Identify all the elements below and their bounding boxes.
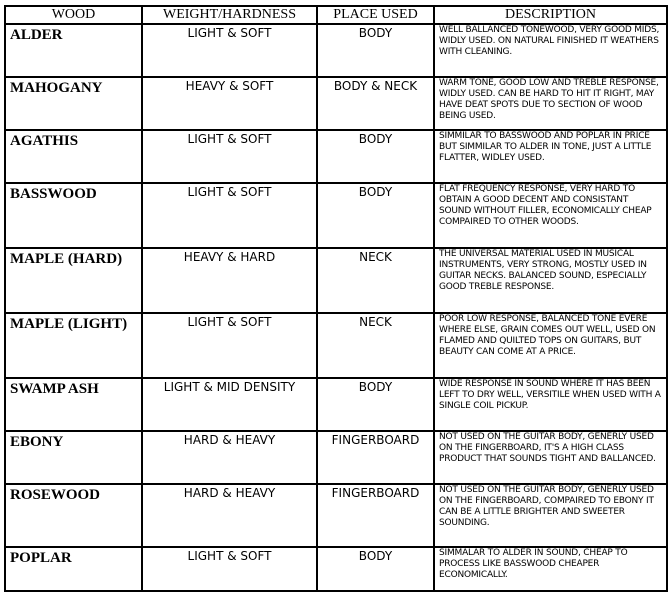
description: FLAT FREQUENCY RESPONSE, VERY HARD TO OBTAIN A GOOD DECENT AND CONSISTANT SOUND WITHOUT FILLER, ECONOMICALLY CHEAP COMPAIRED TO OTHER WOODS. [434, 183, 667, 248]
place-used: BODY [317, 183, 434, 248]
place-used: FINGERBOARD [317, 484, 434, 547]
table-row [5, 547, 667, 591]
wood-name: EBONY [5, 431, 142, 484]
description: NOT USED ON THE GUITAR BODY, GENERLY USED ON THE FINGERBOARD, IT'S A HIGH CLASS PRODUCT THAT SOUNDS TIGHT AND BALLANCED. [434, 431, 667, 484]
weight-hardness: HARD & HEAVY [142, 484, 317, 547]
description: WELL BALLANCED TONEWOOD, VERY GOOD MIDS, WIDLY USED. ON NATURAL FINISHED IT WEATHERS WITH CLEANING. [434, 24, 667, 77]
weight-hardness: LIGHT & MID DENSITY [142, 378, 317, 431]
weight-hardness: LIGHT & SOFT [142, 313, 317, 378]
description: SIMMILAR TO BASSWOOD AND POPLAR IN PRICE BUT SIMMILAR TO ALDER IN TONE, JUST A LITTLE FLATTER, WIDLEY USED. [434, 130, 667, 183]
table-row [5, 77, 667, 130]
wood-name: ROSEWOOD [5, 484, 142, 547]
description: THE UNIVERSAL MATERIAL USED IN MUSICAL INSTRUMENTS, VERY STRONG, MOSTLY USED IN GUITAR NECKS. BALANCED SOUND, ESPECIALLY GOOD TREBLE RESPONSE. [434, 248, 667, 313]
description: SIMMALAR TO ALDER IN SOUND, CHEAP TO PROCESS LIKE BASSWOOD CHEAPER ECONOMICALLY. [434, 547, 667, 591]
table-row [5, 313, 667, 378]
description: POOR LOW RESPONSE, BALANCED TONE EVERE WHERE ELSE, GRAIN COMES OUT WELL, USED ON FLAMED AND QUILTED TOPS ON GUITARS, BUT BEAUTY CAN COME AT A PRICE. [434, 313, 667, 378]
place-used: BODY [317, 547, 434, 591]
place-used: BODY [317, 378, 434, 431]
place-used: BODY [317, 24, 434, 77]
wood-name: AGATHIS [5, 130, 142, 183]
description: NOT USED ON THE GUITAR BODY, GENERLY USED ON THE FINGERBOARD, COMPAIRED TO EBONY IT CAN BE A LITTLE BRIGHTER AND SWEETER SOUNDING. [434, 484, 667, 547]
wood-name: MAPLE (LIGHT) [5, 313, 142, 378]
place-used: NECK [317, 248, 434, 313]
weight-hardness: LIGHT & SOFT [142, 130, 317, 183]
wood-name: MAHOGANY [5, 77, 142, 130]
wood-name: MAPLE (HARD) [5, 248, 142, 313]
place-used: FINGERBOARD [317, 431, 434, 484]
table-row [5, 484, 667, 547]
table-row [5, 248, 667, 313]
wood-name: BASSWOOD [5, 183, 142, 248]
header-weight-hardness: WEIGHT/HARDNESS [142, 6, 317, 24]
table-row [5, 378, 667, 431]
weight-hardness: HEAVY & HARD [142, 248, 317, 313]
table-row [5, 431, 667, 484]
description: WARM TONE, GOOD LOW AND TREBLE RESPONSE, WIDLY USED. CAN BE HARD TO HIT IT RIGHT, MAY HAVE DEAT SPOTS DUE TO SECTION OF WOOD BEING USED. [434, 77, 667, 130]
wood-name: ALDER [5, 24, 142, 77]
weight-hardness: LIGHT & SOFT [142, 183, 317, 248]
header-row [5, 6, 667, 24]
wood-comparison-table [4, 5, 668, 592]
weight-hardness: HEAVY & SOFT [142, 77, 317, 130]
header-wood: WOOD [5, 6, 142, 24]
weight-hardness: LIGHT & SOFT [142, 547, 317, 591]
table-row [5, 24, 667, 77]
weight-hardness: LIGHT & SOFT [142, 24, 317, 77]
description: WIDE RESPONSE IN SOUND WHERE IT HAS BEEN LEFT TO DRY WELL, VERSITILE WHEN USED WITH A SINGLE COIL PICKUP. [434, 378, 667, 431]
table-row [5, 183, 667, 248]
place-used: NECK [317, 313, 434, 378]
table-row [5, 130, 667, 183]
wood-name: POPLAR [5, 547, 142, 591]
place-used: BODY [317, 130, 434, 183]
header-description: DESCRIPTION [434, 6, 667, 24]
header-place-used: PLACE USED [317, 6, 434, 24]
wood-name: SWAMP ASH [5, 378, 142, 431]
place-used: BODY & NECK [317, 77, 434, 130]
weight-hardness: HARD & HEAVY [142, 431, 317, 484]
